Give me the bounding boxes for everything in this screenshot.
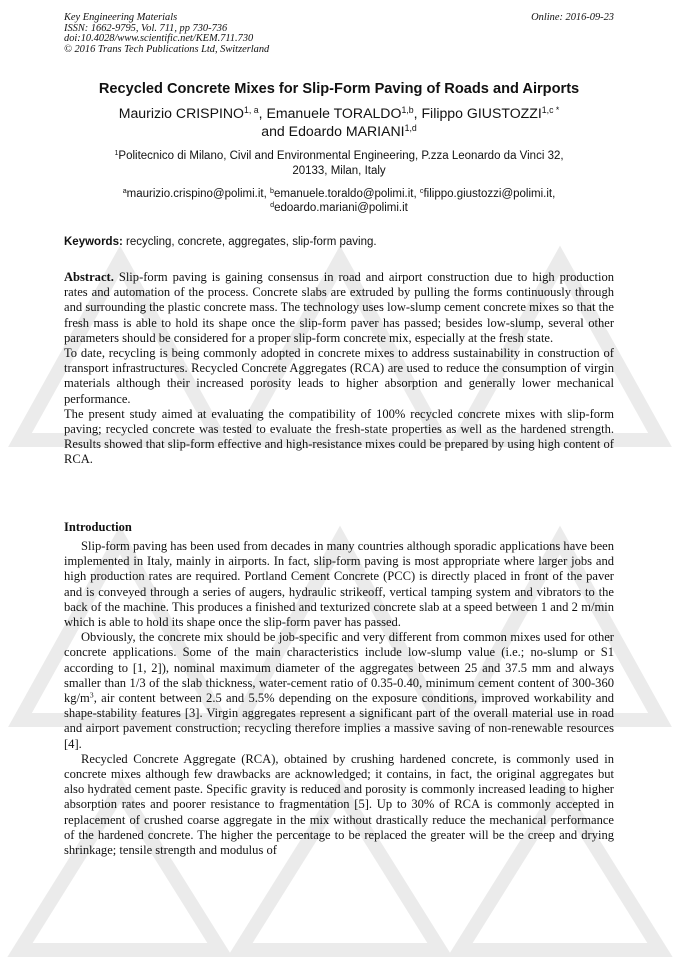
body-paragraph xyxy=(64,630,614,752)
author-affiliation-mark: 1,c * xyxy=(541,105,560,116)
online-date: Online: 2016-09-23 xyxy=(531,12,614,23)
email-link[interactable]: filippo.giustozzi@polimi.it, xyxy=(423,188,556,200)
author-name: Filippo GIUSTOZZI xyxy=(421,105,542,121)
superscript: 3 xyxy=(89,690,94,700)
keywords-text: recycling, concrete, aggregates, slip-form paving. xyxy=(126,236,377,248)
affiliation-mark: 1 xyxy=(114,149,119,158)
email-mark: d xyxy=(270,201,275,210)
affiliation xyxy=(0,149,678,178)
copyright-line: © 2016 Trans Tech Publications Ltd, Switzerland xyxy=(64,43,270,55)
email-mark: b xyxy=(270,187,274,196)
email-list xyxy=(0,187,678,215)
keywords xyxy=(64,236,377,248)
email-link[interactable]: edoardo.mariani@polimi.it xyxy=(274,202,408,214)
section-heading-introduction: Introduction xyxy=(64,520,132,534)
email-link[interactable]: maurizio.crispino@polimi.it, xyxy=(126,188,267,200)
email-mark: c xyxy=(419,187,424,196)
abstract-paragraph: The present study aimed at evaluating the compatibility of 100% recycled concrete mixes with slip-form paving; recycled concrete was tested to evaluate the fresh-state properties as well as the hardened strength. Results showed that slip-form effective and high-resistance mixes could be prepared by using high content of RCA. xyxy=(64,406,614,467)
author-list: Maurizio CRISPINO$^{1, a}$, Emanuele TORALDO$^{1,b}$, Filippo $GIUSTOZZI^{1,c *}$ and Edoardo MARIANI$^{1,d}$ xyxy=(118,105,560,139)
journal-name: Key Engineering Materials xyxy=(64,12,178,23)
email-link[interactable]: emanuele.toraldo@polimi.it, xyxy=(273,188,417,200)
introduction-section xyxy=(64,539,614,858)
author-affiliation-mark: 1,d xyxy=(404,123,417,134)
body-paragraph: Recycled Concrete Aggregate (RCA), obtained by crushing hardened concrete, is commonly used in concrete mixes although few drawbacks are acknowledged; it contains, in fact, the original aggregates but also hydrated cement paste. Specific gravity is reduced and porosity is commonly increased leading to higher absorption rates and poorer resistance to fragmentation [5]. Up to 30% of RCA is commonly accepted in replacement of crushed coarse aggregate in the mix without drastically reduce the mechanical performance of the hardened concrete. The higher the percentage to be replaced the greater will be the creep and drying shrinkage; tensile strength and modulus of xyxy=(64,751,614,858)
abstract-paragraph xyxy=(64,270,614,346)
keywords-label: Keywords: xyxy=(64,236,123,248)
doi-line: doi:10.4028/www.scientific.net/KEM.711.730 xyxy=(64,33,254,44)
issn-line: ISSN: 1662-9795, Vol. 711, pp 730-736 xyxy=(64,22,228,34)
author-name: Emanuele TORALDO xyxy=(266,105,402,121)
paper-title: Recycled Concrete Mixes for Slip-Form Paving of Roads and Airports xyxy=(98,81,580,97)
abstract-label: Abstract. xyxy=(64,270,114,284)
abstract-paragraph: To date, recycling is being commonly adopted in concrete mixes to address sustainability in construction of transport infrastructures. Recycled Concrete Aggregates (RCA) are used to reduce the consumption of virgin materials although their increased porosity leads to higher absorption and generally lower mechanical performance. xyxy=(64,346,614,406)
affiliation-line: Politecnico di Milano, Civil and Environmental Engineering, P.zza Leonardo da Vinci 32, xyxy=(118,150,564,162)
abstract-section xyxy=(64,270,614,468)
author-affiliation-mark: 1, a xyxy=(244,105,259,116)
body-text: Obviously, the concrete mix should be job-specific and very different from common mixes used for other concrete applications. Some of the main characteristics include low-slump value (i.e.; no-slump or S1 according to [1, 2]), nominal maximum diameter of the aggregates between 25 and 37.5 mm and always smaller than 1/3 of the slab thickness, water-cement ratio of 0.35-0.40, minimum cement content of 300-360 kg/m xyxy=(64,630,614,706)
email-mark: a xyxy=(122,187,127,196)
affiliation-line: 20133, Milan, Italy xyxy=(292,164,386,177)
journal-header xyxy=(64,13,614,55)
author-name: Maurizio CRISPINO xyxy=(118,105,245,121)
body-paragraph: Slip-form paving has been used from decades in many countries although sporadic applications have been implemented in Italy, mainly in airports. In fact, slip-form paving is most appropriate where larger jobs and high production rates are required. Portland Cement Concrete (PCC) is directly placed in front of the paver and is conveyed through a series of augers, hydraulic strikeoff, vertical tamping system and vibrators to the back of the machine. This produces a finished and texturized concrete slab at a speed between 1 and 2 m/min which is able to hold its shape once the slip-form paver has passed. xyxy=(64,539,614,630)
abstract-text: Slip-form paving is gaining consensus in road and airport construction due to high production rates and automation of the process. Concrete slabs are extruded by pulling the forms continuously through and surrounding the plastic concrete mass. The technology uses low-slump cement concrete mixes so that the fresh mass is able to hold its shape once the slip-form paver has passed; besides low-slump, several other parameters should be considered for a proper slip-form concrete mix, especially at the fresh state. xyxy=(64,270,614,345)
body-text: , air content between 2.5 and 5.5% depending on the exposure conditions, improved workability and shape-stability features [3]. Virgin aggregates represent a significant part of the overall material use in road and airport pavement construction; recycling therefore implies a massive saving of non-renewable resources [4]. xyxy=(64,691,614,751)
author-affiliation-mark: 1,b xyxy=(401,105,414,116)
author-name: and Edoardo MARIANI xyxy=(261,123,405,139)
